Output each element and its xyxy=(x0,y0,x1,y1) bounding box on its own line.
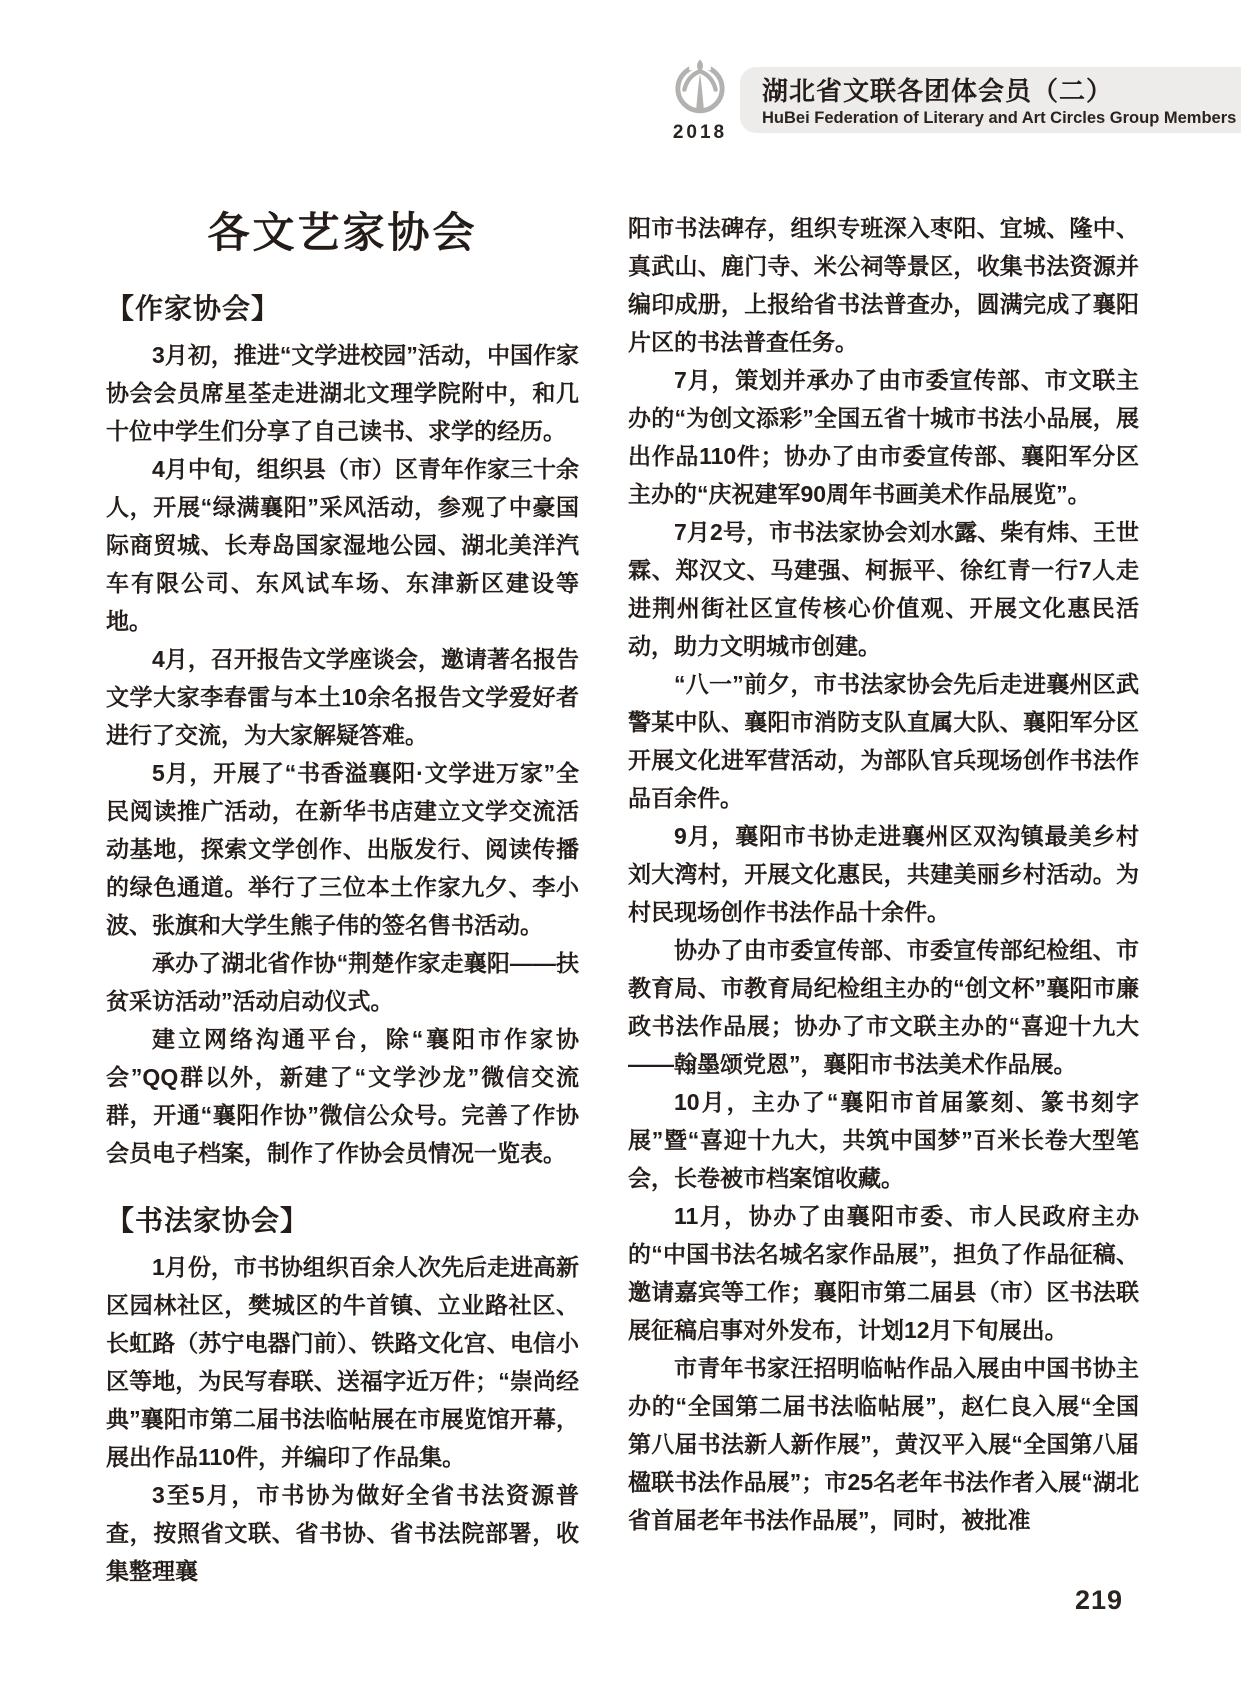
body-paragraph: 建立网络沟通平台，除“襄阳市作家协会”QQ群以外，新建了“文学沙龙”微信交流群，开通“襄阳作协”微信公众号。完善了作协会员电子档案，制作了作协会员情况一览表。 xyxy=(106,1026,579,1166)
body-paragraph-continuation: 阳市书法碑存，组织专班深入枣阳、宜城、隆中、真武山、鹿门寺、米公祠等景区，收集书法资源并编印成册，上报给省书法普查办，圆满完成了襄阳片区的书法普查任务。 xyxy=(628,215,1139,355)
body-paragraph: 7月，策划并承办了由市委宣传部、市文联主办的“为创文添彩”全国五省十城市书法小品展，展出作品110件；协办了由市委宣传部、襄阳军分区主办的“庆祝建军90周年书画美术作品展览”。 xyxy=(628,367,1139,507)
body-paragraph: 10月，主办了“襄阳市首届篆刻、篆书刻字展”暨“喜迎十九大，共筑中国梦”百米长卷大型笔会，长卷被市档案馆收藏。 xyxy=(628,1089,1139,1191)
body-paragraph: 9月，襄阳市书协走进襄州区双沟镇最美乡村刘大湾村，开展文化惠民，共建美丽乡村活动。为村民现场创作书法作品十余件。 xyxy=(628,823,1139,925)
body-paragraph: 7月2号，市书法家协会刘水露、柴有炜、王世霖、郑汉文、马建强、柯振平、徐红青一行7人走进荆州街社区宣传核心价值观、开展文化惠民活动，助力文明城市创建。 xyxy=(628,519,1139,659)
body-paragraph: 1月份，市书协组织百余人次先后走进高新区园林社区，樊城区的牛首镇、立业路社区、长虹路（苏宁电器门前）、铁路文化宫、电信小区等地，为民写春联、送福字近万件；“崇尚经典”襄阳市第二届书法临帖展在市展览馆开幕，展出作品110件，并编印了作品集。 xyxy=(106,1254,579,1470)
logo-year: 2018 xyxy=(672,122,728,143)
body-paragraph: 市青年书家汪招明临帖作品入展由中国书协主办的“全国第二届书法临帖展”，赵仁良入展“全国第八届书法新人新作展”，黄汉平入展“全国第八届楹联书法作品展”；市25名老年书法作者入展“湖北省首届老年书法作品展”，同时，被批准 xyxy=(628,1355,1139,1533)
page-number: 219 xyxy=(1075,1585,1124,1615)
banner-title-cn: 湖北省文联各团体会员（二） xyxy=(762,76,1114,106)
section-heading-calligraphers-association: 【书法家协会】 xyxy=(106,1205,310,1236)
logo-block xyxy=(662,58,738,144)
body-paragraph: 3月初，推进“文学进校园”活动，中国作家协会会员席星荃走进湖北文理学院附中，和几十位中学生们分享了自己读书、求学的经历。 xyxy=(106,342,579,444)
body-paragraph: 承办了湖北省作协“荆楚作家走襄阳——扶贫采访活动”活动启动仪式。 xyxy=(106,950,579,1014)
section-heading-writers-association: 【作家协会】 xyxy=(106,293,281,324)
body-paragraph: 4月，召开报告文学座谈会，邀请著名报告文学大家李春雷与本土10余名报告文学爱好者进行了交流，为大家解疑答难。 xyxy=(106,646,579,748)
body-paragraph: 协办了由市委宣传部、市委宣传部纪检组、市教育局、市教育局纪检组主办的“创文杯”襄阳市廉政书法作品展；协办了市文联主办的“喜迎十九大——翰墨颂党恩”，襄阳市书法美术作品展。 xyxy=(628,937,1139,1077)
body-paragraph: 11月，协办了由襄阳市委、市人民政府主办的“中国书法名城名家作品展”，担负了作品征稿、邀请嘉宾等工作；襄阳市第二届县（市）区书法联展征稿启事对外发布，计划12月下旬展出。 xyxy=(628,1203,1139,1343)
body-paragraph: 3至5月，市书协为做好全省书法资源普查，按照省文联、省书协、省书法院部署，收集整理襄 xyxy=(106,1482,579,1584)
banner-title-en: HuBei Federation of Literary and Art Circles Group Members xyxy=(762,109,1237,127)
header-banner xyxy=(740,67,1241,133)
page-title: 各文艺家协会 xyxy=(207,209,478,256)
body-paragraph: “八一”前夕，市书法家协会先后走进襄州区武警某中队、襄阳市消防支队直属大队、襄阳军分区开展文化进军营活动，为部队官兵现场创作书法作品百余件。 xyxy=(628,671,1139,811)
right-column xyxy=(628,209,1139,1539)
federation-logo-icon xyxy=(673,58,727,116)
body-paragraph: 5月，开展了“书香溢襄阳·文学进万家”全民阅读推广活动，在新华书店建立文学交流活动基地，探索文学创作、出版发行、阅读传播的绿色通道。举行了三位本土作家九夕、李小波、张旗和大学生熊子伟的签名售书活动。 xyxy=(106,760,579,938)
body-paragraph: 4月中旬，组织县（市）区青年作家三十余人，开展“绿满襄阳”采风活动，参观了中豪国际商贸城、长寿岛国家湿地公园、湖北美洋汽车有限公司、东风试车场、东津新区建设等地。 xyxy=(106,456,579,634)
left-column xyxy=(106,196,579,1590)
